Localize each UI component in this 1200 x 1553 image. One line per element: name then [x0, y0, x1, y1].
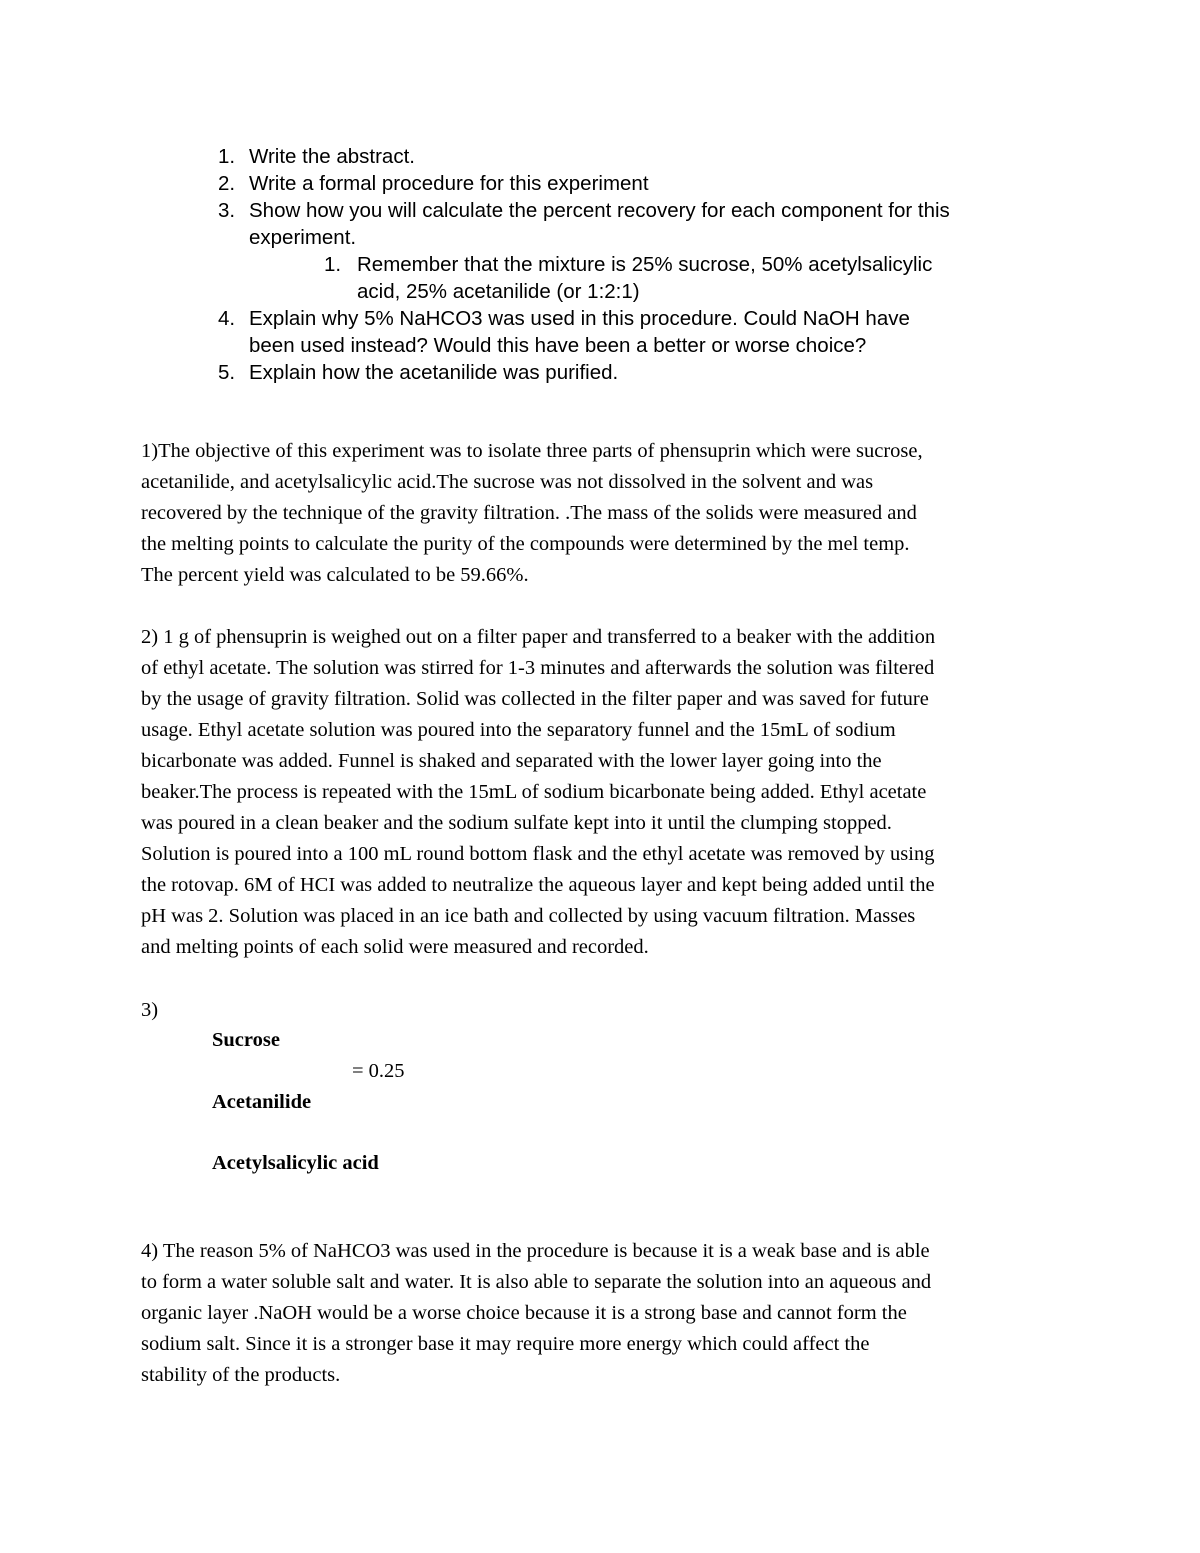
question-5: [218, 359, 950, 386]
text-line: to form a water soluble salt and water. It is also able to separate the solution into an aqueous and: [141, 1271, 932, 1293]
sucrose-label: Sucrose: [212, 1029, 280, 1051]
list-number: 2.: [218, 172, 236, 195]
question-3: [218, 197, 950, 251]
text-line: and melting points of each solid were measured and recorded.: [141, 936, 649, 958]
list-number: 3.: [218, 199, 236, 222]
question-2: [218, 170, 950, 197]
question-text: experiment.: [249, 226, 357, 249]
question-text: acid, 25% acetanilide (or 1:2:1): [357, 280, 640, 303]
text-line: sodium salt. Since it is a stronger base it may require more energy which could affect the: [141, 1333, 870, 1355]
text-line: bicarbonate was added. Funnel is shaked and separated with the lower layer going into the: [141, 750, 882, 772]
text-line: the melting points to calculate the purity of the compounds were determined by the mel temp.: [141, 533, 910, 555]
list-number: 5.: [218, 361, 236, 384]
list-number: 1.: [324, 253, 342, 276]
text-line: Solution is poured into a 100 mL round bottom flask and the ethyl acetate was removed by using: [141, 843, 935, 865]
text-line: usage. Ethyl acetate solution was poured into the separatory funnel and the 15mL of sodium: [141, 719, 896, 741]
acetanilide-label: Acetanilide: [212, 1091, 312, 1113]
text-line: by the usage of gravity filtration. Solid was collected in the filter paper and was saved for future: [141, 688, 929, 710]
question-text: Explain why 5% NaHCO3 was used in this procedure. Could NaOH have: [249, 307, 910, 330]
text-line: was poured in a clean beaker and the sodium sulfate kept into it until the clumping stopped.: [141, 812, 892, 834]
text-line: organic layer .NaOH would be a worse choice because it is a strong base and cannot form the: [141, 1302, 907, 1324]
text-line: the rotovap. 6M of HCI was added to neutralize the aqueous layer and kept being added until the: [141, 874, 935, 896]
answer-2-paragraph: [141, 622, 935, 963]
question-text: Remember that the mixture is 25% sucrose, 50% acetylsalicylic: [357, 253, 933, 276]
list-number: 4.: [218, 307, 236, 330]
text-line: beaker.The process is repeated with the 15mL of sodium bicarbonate being added. Ethyl acetate: [141, 781, 927, 803]
text-line: 4) The reason 5% of NaHCO3 was used in the procedure is because it is a weak base and is able: [141, 1240, 930, 1262]
text-line: acetanilide, and acetylsalicylic acid.The sucrose was not dissolved in the solvent and was: [141, 471, 874, 493]
text-line: The percent yield was calculated to be 59.66%.: [141, 564, 529, 586]
text-line: stability of the products.: [141, 1364, 341, 1386]
question-text: Show how you will calculate the percent recovery for each component for this: [249, 199, 950, 222]
question-3-sub-1: [218, 251, 950, 305]
text-line: pH was 2. Solution was placed in an ice bath and collected by using vacuum filtration. Masses: [141, 905, 916, 927]
text-line: 1)The objective of this experiment was to isolate three parts of phensuprin which were sucrose,: [141, 440, 923, 462]
question-text: Explain how the acetanilide was purified.: [249, 361, 619, 384]
answer-1-paragraph: [141, 436, 923, 591]
text-line: recovered by the technique of the gravity filtration. .The mass of the solids were measured and: [141, 502, 917, 524]
text-line: 2) 1 g of phensuprin is weighed out on a filter paper and transferred to a beaker with the addition: [141, 626, 936, 648]
question-text: Write the abstract.: [249, 145, 415, 168]
question-text: Write a formal procedure for this experiment: [249, 172, 649, 195]
equation: = 0.25: [352, 1060, 405, 1082]
acetylsalicylic-label: Acetylsalicylic acid: [212, 1152, 379, 1174]
answer-3-label: 3): [141, 999, 159, 1021]
text-line: of ethyl acetate. The solution was stirred for 1-3 minutes and afterwards the solution was filtered: [141, 657, 935, 679]
question-list: [218, 143, 950, 386]
question-4: [218, 305, 950, 359]
answer-4-paragraph: [141, 1236, 931, 1391]
question-text: been used instead? Would this have been a better or worse choice?: [249, 334, 867, 357]
list-number: 1.: [218, 145, 236, 168]
question-1: [218, 143, 950, 170]
